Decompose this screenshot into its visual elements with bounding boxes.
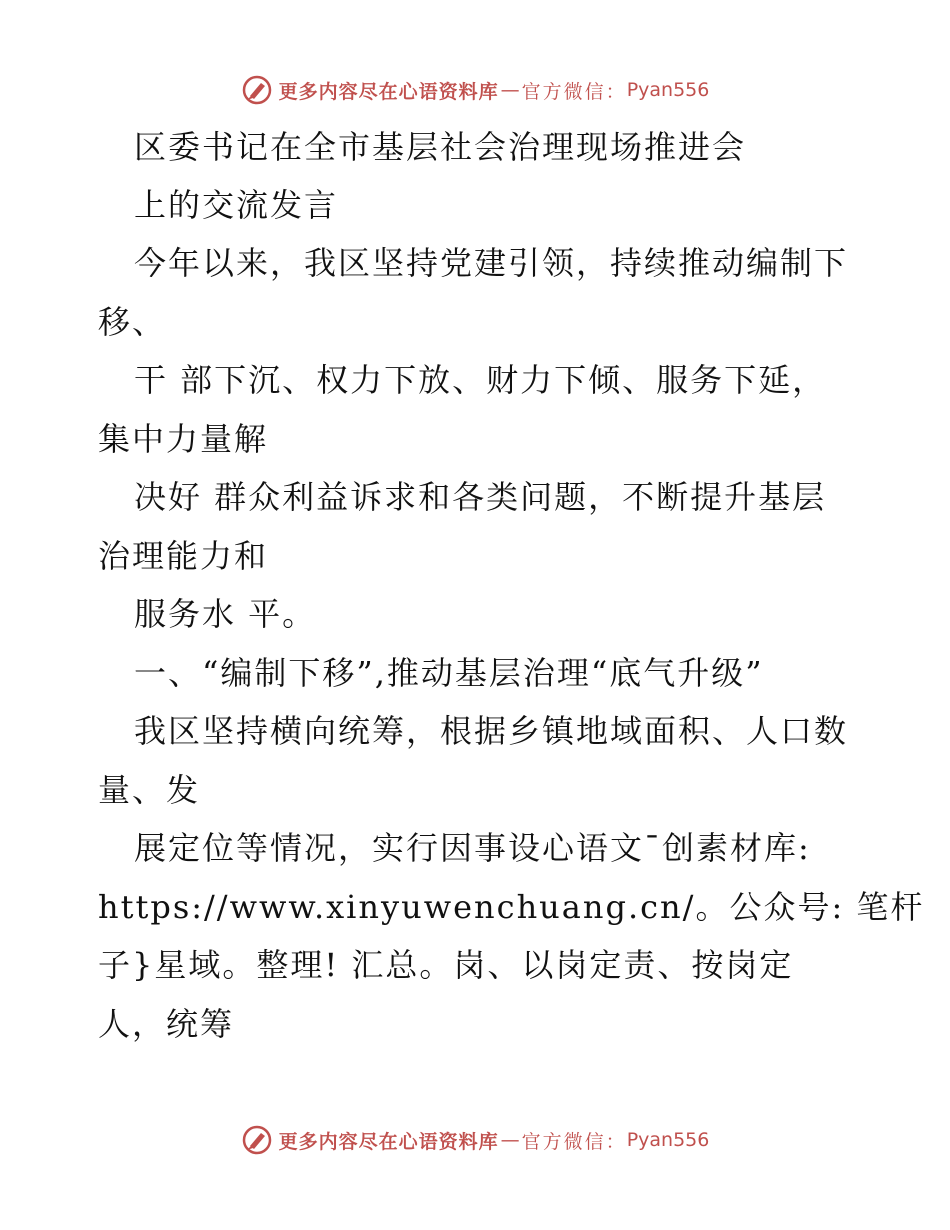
banner-site-name: 更多内容尽在心语资料库 bbox=[278, 1130, 499, 1153]
body-line: https://www.xinyuwenchuang.cn/。公众号: 笔杆 bbox=[98, 888, 925, 926]
banner-account: Pyan556 bbox=[626, 79, 710, 101]
document-title-line-1: 区委书记在全市基层社会治理现场推进会 bbox=[134, 128, 747, 166]
body-line: 量、发 bbox=[98, 771, 201, 809]
body-line: 子}星域。整理! 汇总。岗、以岗定责、按岗定 bbox=[98, 946, 794, 984]
body-line: 集中力量解 bbox=[98, 420, 269, 458]
banner-site-name: 更多内容尽在心语资料库 bbox=[278, 80, 499, 103]
banner-wechat-label: 官方微信： bbox=[521, 1130, 627, 1153]
body-line: 干 部下沉、权力下放、财力下倾、服务下延， bbox=[134, 361, 827, 399]
body-line: 展定位等情况，实行因事设心语文¯创素材库: bbox=[134, 829, 811, 867]
body-line: 今年以来，我区坚持党建引领，持续推动编制下 bbox=[134, 244, 849, 282]
body-line: 移、 bbox=[98, 303, 167, 341]
body-line: 我区坚持横向统筹，根据乡镇地域面积、人口数 bbox=[134, 712, 849, 750]
banner-dash: — bbox=[500, 1129, 520, 1151]
body-line: 治理能力和 bbox=[98, 537, 269, 575]
header-banner bbox=[0, 70, 950, 110]
footer-banner bbox=[0, 1120, 950, 1160]
document-title-line-2: 上的交流发言 bbox=[134, 186, 339, 224]
banner-account: Pyan556 bbox=[626, 1129, 710, 1151]
body-line: 决好 群众利益诉求和各类问题，不断提升基层 bbox=[134, 478, 827, 516]
section-heading: 一、“编制下移”,推动基层治理“底气升级” bbox=[134, 654, 764, 692]
banner-wechat-label: 官方微信： bbox=[521, 80, 627, 103]
banner-dash: — bbox=[500, 79, 520, 101]
body-line: 人，统筹 bbox=[98, 1005, 235, 1043]
body-line: 服务水 平。 bbox=[134, 595, 317, 633]
brush-logo-icon bbox=[241, 74, 273, 106]
brush-logo-icon bbox=[241, 1124, 273, 1156]
